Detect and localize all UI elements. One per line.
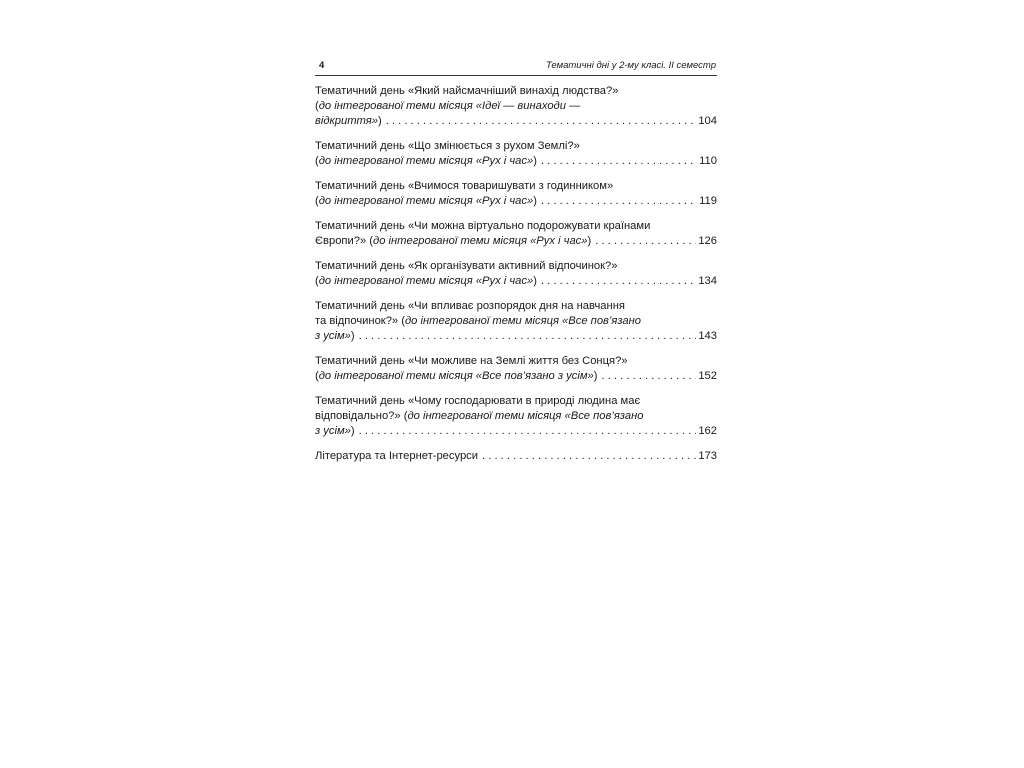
toc-entry-text: до інтегрованої теми місяця «Рух і час»	[373, 235, 588, 247]
toc-entry[interactable]	[315, 259, 717, 289]
dot-leader	[386, 114, 697, 129]
toc-entry-line	[315, 219, 717, 234]
toc-entry-title	[315, 424, 355, 439]
toc-entry-text: до інтегрованої теми місяця «Все пов’язано з усім»	[318, 370, 594, 382]
toc-entry-text: до інтегрованої теми місяця «Рух і час»	[318, 275, 534, 287]
toc-entry-text: Тематичний день «Чи можна віртуально подорожувати країнами	[315, 220, 651, 232]
dot-leader	[359, 424, 697, 439]
toc-entry-line	[315, 354, 717, 369]
dot-leader	[541, 154, 697, 169]
toc-entry-line	[315, 179, 717, 194]
toc-entry-text: до інтегрованої теми місяця «Ідеї — винаходи —	[318, 100, 581, 112]
dot-leader	[541, 274, 696, 289]
toc-entry-text: (	[315, 370, 319, 382]
toc-entry-text: )	[533, 155, 537, 167]
toc-entry-title	[315, 234, 591, 249]
toc-page-number: 173	[698, 450, 717, 462]
dot-leader	[601, 369, 696, 384]
toc-entry-text: до інтегрованої теми місяця «Рух і час»	[318, 195, 534, 207]
toc-entry-text: Тематичний день «Який найсмачніший винахід людства?»	[315, 85, 619, 97]
toc-page-number: 152	[698, 370, 717, 382]
toc-entry-text: )	[593, 370, 598, 382]
toc-entry-text: Література та Інтернет-ресурси	[315, 450, 479, 462]
table-of-contents	[315, 84, 717, 464]
toc-entry-title	[315, 194, 537, 209]
toc-entry[interactable]	[315, 354, 717, 384]
toc-entry-line	[315, 259, 717, 274]
toc-entry-text: Європи?» (	[315, 235, 374, 247]
toc-entry-text: (	[315, 195, 319, 207]
page-header	[315, 58, 717, 76]
running-title: Тематичні дні у 2-му класі. ІІ семестр	[545, 60, 716, 71]
toc-entry-text: Тематичний день «Вчимося товаришувати з годинником»	[315, 180, 614, 192]
page-number: 4	[319, 60, 325, 71]
toc-entry[interactable]	[315, 299, 717, 344]
dot-leader	[482, 449, 696, 464]
toc-entry-line	[315, 139, 717, 154]
toc-entry-last-line	[315, 369, 717, 384]
toc-entry-title	[315, 114, 382, 129]
toc-entry[interactable]	[315, 139, 717, 169]
toc-entry[interactable]	[315, 84, 717, 129]
toc-page-number: 119	[699, 195, 717, 207]
toc-entry-text: (	[315, 275, 319, 287]
toc-entry[interactable]	[315, 394, 717, 439]
toc-entry-text: )	[587, 235, 592, 247]
toc-entry-last-line	[315, 234, 717, 249]
toc-entry-title	[315, 274, 537, 289]
toc-entry-text: до інтегрованої теми місяця «Все пов’язано	[404, 315, 642, 327]
toc-entry[interactable]	[315, 449, 717, 464]
toc-entry-text: Тематичний день «Чому господарювати в природі людина має	[315, 395, 641, 407]
toc-entry-title	[315, 369, 597, 384]
toc-entry-last-line	[315, 194, 717, 209]
toc-entry-title	[315, 154, 537, 169]
toc-entry[interactable]	[315, 179, 717, 209]
toc-entry-line	[315, 84, 717, 99]
toc-page-number: 162	[698, 425, 717, 437]
toc-entry-last-line	[315, 154, 717, 169]
toc-entry-text: )	[350, 330, 355, 342]
toc-entry-text: з усім»	[315, 330, 351, 342]
toc-page-number: 134	[698, 275, 717, 287]
toc-entry-title	[315, 449, 478, 464]
toc-entry-text: Тематичний день «Як організувати активний відпочинок?»	[315, 260, 618, 272]
toc-entry-last-line	[315, 424, 717, 439]
toc-entry-text: (	[315, 100, 319, 112]
toc-entry-line	[315, 99, 717, 114]
toc-entry-text: )	[533, 275, 537, 287]
toc-entry-last-line	[315, 449, 717, 464]
toc-entry-text: Тематичний день «Чи можливе на Землі життя без Сонця?»	[315, 355, 628, 367]
toc-page-number: 143	[698, 330, 717, 342]
toc-page-number: 126	[698, 235, 717, 247]
toc-entry-text: відкриття»	[315, 115, 378, 127]
toc-entry-text: )	[350, 425, 355, 437]
toc-entry-line	[315, 314, 717, 329]
toc-entry-text: відповідально?» (	[315, 410, 408, 422]
toc-entry-text: до інтегрованої теми місяця «Рух і час»	[318, 155, 534, 167]
toc-entry-line	[315, 394, 717, 409]
dot-leader	[541, 194, 697, 209]
dot-leader	[359, 329, 697, 344]
dot-leader	[595, 234, 696, 249]
toc-entry-last-line	[315, 329, 717, 344]
toc-entry-text: з усім»	[315, 425, 351, 437]
toc-page-number: 110	[699, 155, 717, 167]
toc-entry-text: Тематичний день «Чи впливає розпорядок дня на навчання	[315, 300, 625, 312]
toc-entry-line	[315, 299, 717, 314]
toc-entry-line	[315, 409, 717, 424]
toc-entry-title	[315, 329, 355, 344]
toc-entry-text: (	[315, 155, 319, 167]
toc-entry-text: )	[377, 115, 382, 127]
toc-entry-last-line	[315, 114, 717, 129]
toc-entry[interactable]	[315, 219, 717, 249]
toc-entry-last-line	[315, 274, 717, 289]
toc-entry-text: до інтегрованої теми місяця «Все пов’язано	[407, 410, 644, 422]
book-page	[315, 58, 717, 474]
toc-entry-text: та відпочинок?» (	[315, 315, 405, 327]
toc-entry-text: )	[533, 195, 537, 207]
toc-entry-text: Тематичний день «Що змінюється з рухом Землі?»	[315, 140, 580, 152]
toc-page-number: 104	[698, 115, 717, 127]
